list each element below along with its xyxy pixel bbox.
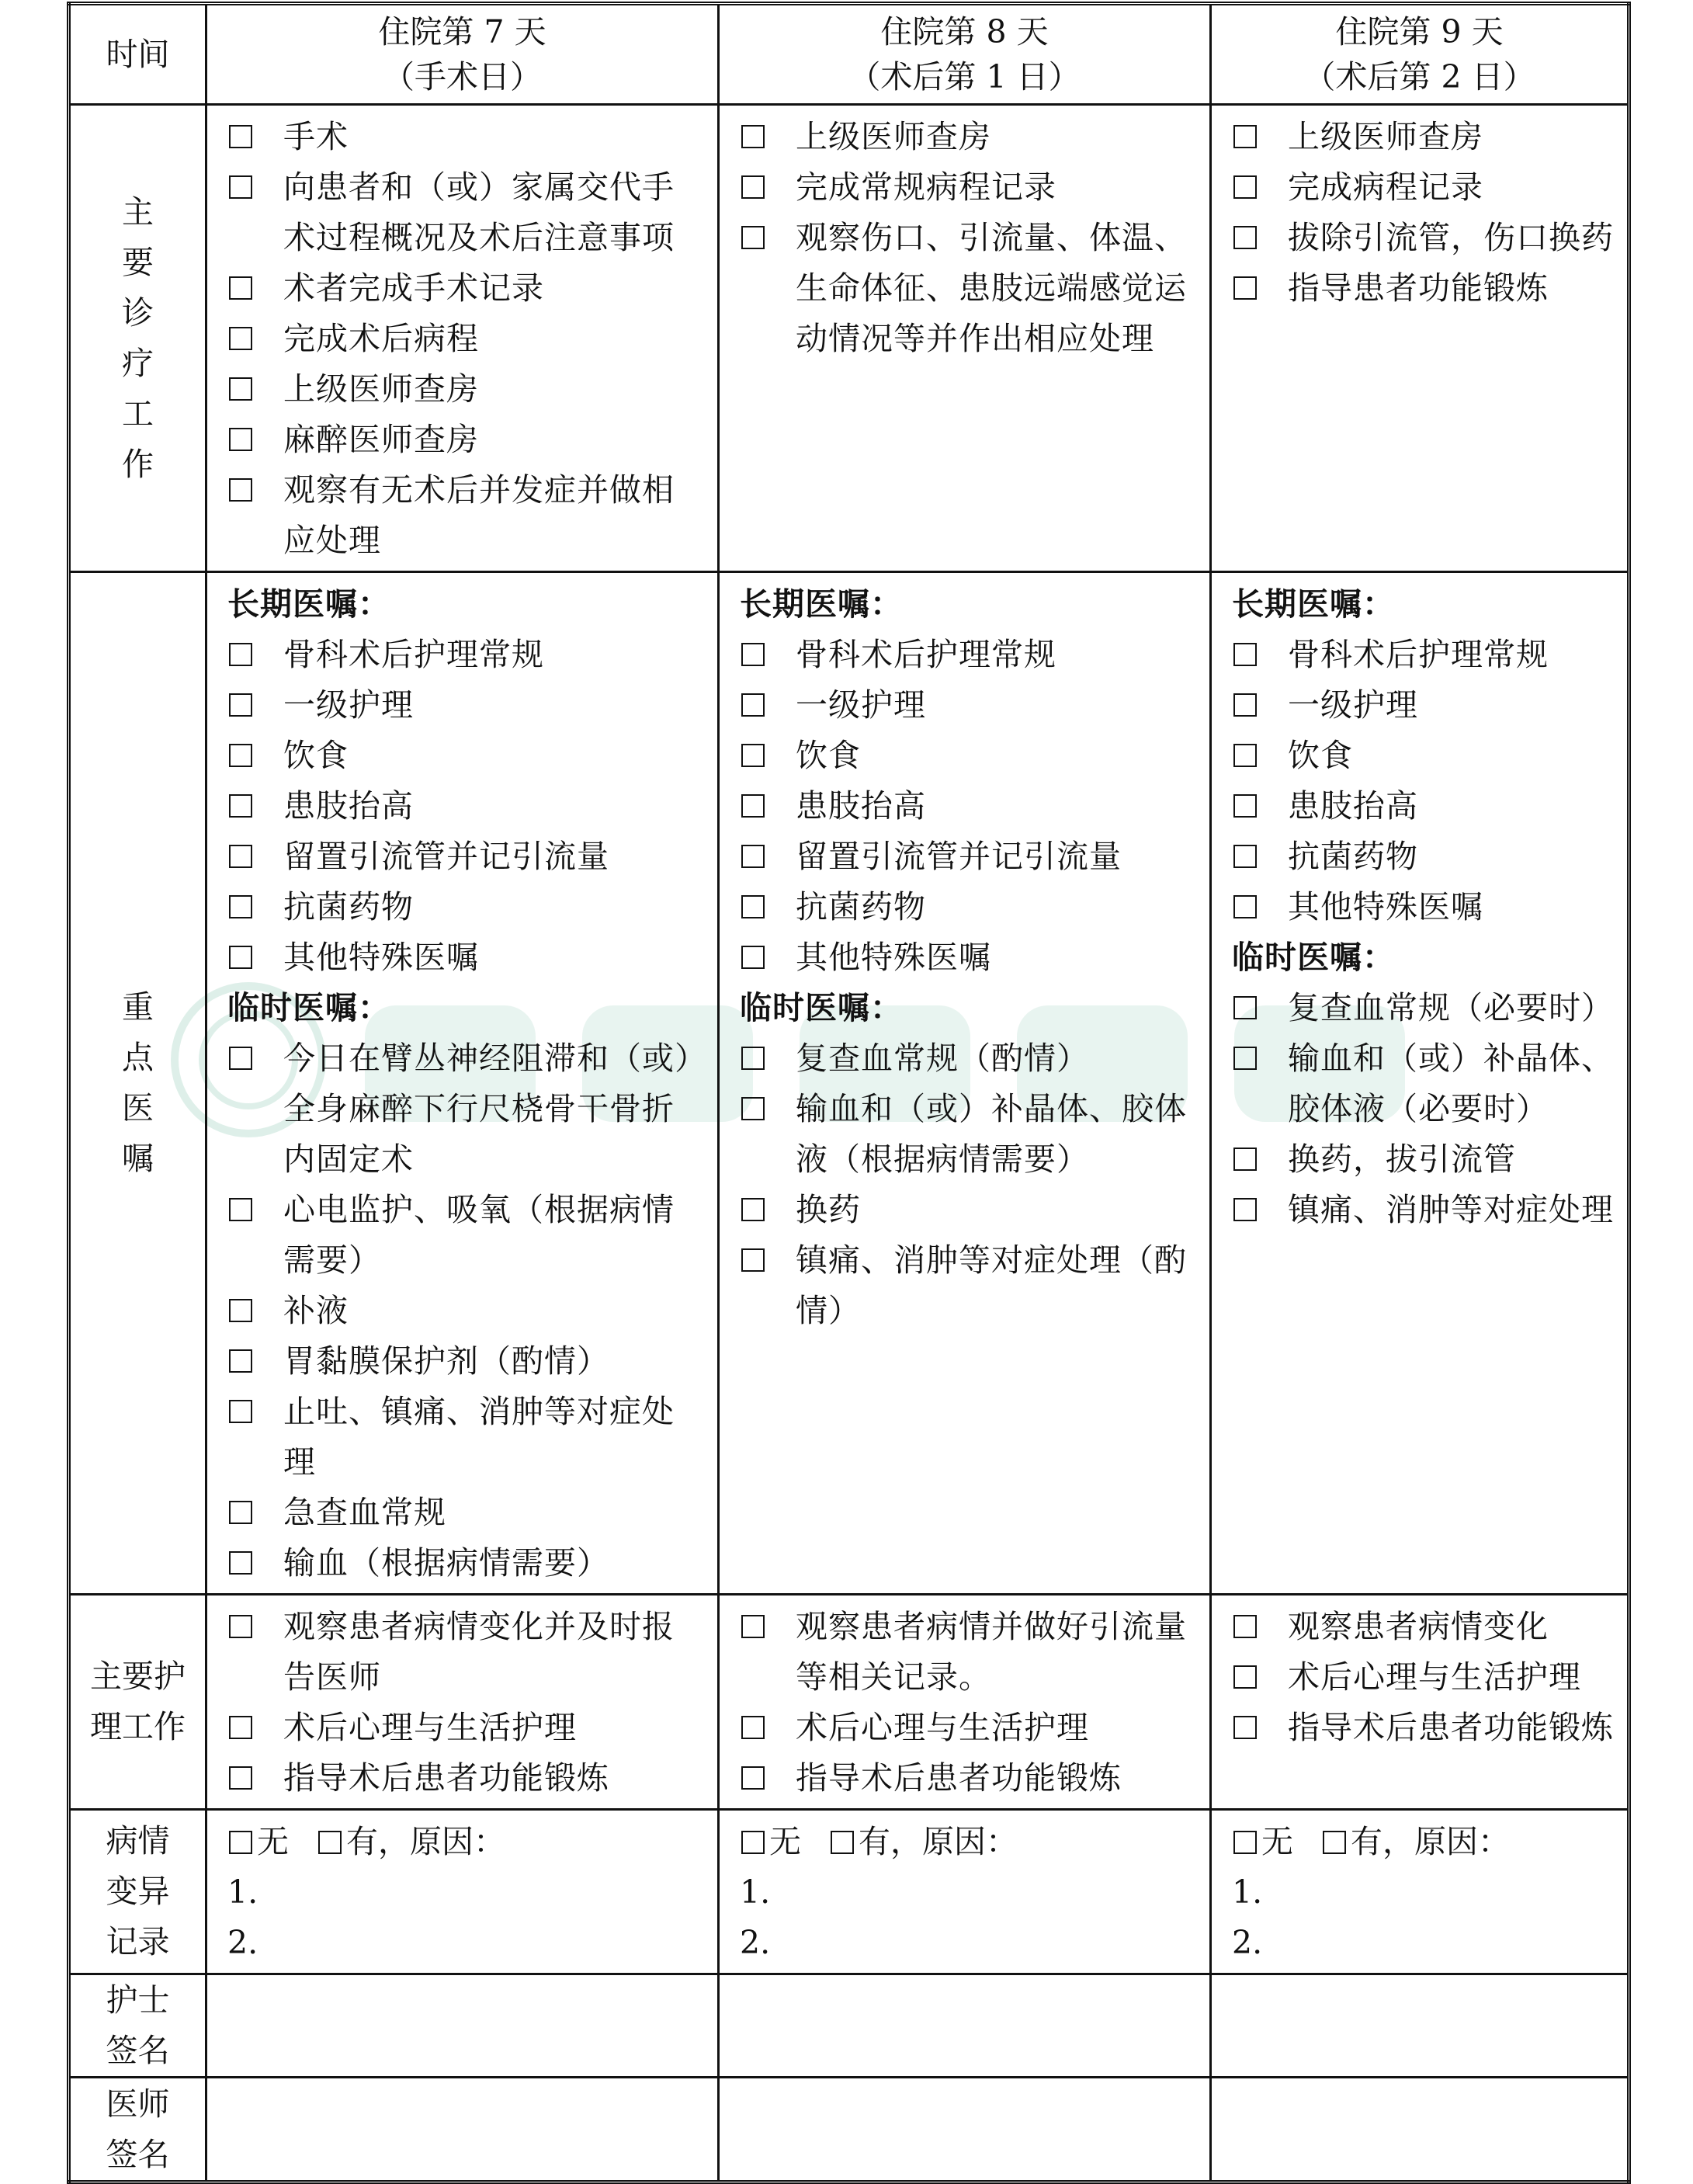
clinical-pathway-table [67, 2, 1631, 2184]
checkbox[interactable] [1233, 1716, 1257, 1739]
checkbox[interactable] [229, 1615, 252, 1638]
checkbox[interactable] [229, 1400, 252, 1423]
checklist-item-text: 镇痛、消肿等对症处理（酌情） [796, 1241, 1187, 1329]
checklist-item [1229, 882, 1616, 932]
checklist-item-text: 心电监护、吸氧（根据病情需要） [283, 1191, 675, 1279]
variation-yes-checkbox[interactable] [318, 1831, 342, 1854]
checkbox[interactable] [741, 125, 765, 148]
variation-none-checkbox[interactable] [229, 1831, 252, 1854]
checkbox[interactable] [741, 744, 765, 767]
checklist-item [224, 465, 706, 566]
checklist-item [737, 1602, 1199, 1703]
orders-day9-cell [1211, 572, 1629, 1595]
checklist-item [224, 314, 706, 364]
checklist-item-text: 留置引流管并记引流量 [796, 838, 1122, 875]
checklist-item-text: 完成常规病程记录 [796, 168, 1056, 206]
variation-yes-checkbox[interactable] [831, 1831, 854, 1854]
checkbox[interactable] [229, 1299, 252, 1322]
variation-reason-line[interactable]: 1. [227, 1873, 258, 1911]
checklist-item [737, 680, 1199, 731]
checklist-item [737, 213, 1199, 364]
orders-day7-cell [206, 572, 719, 1595]
long-term-orders-heading: 长期医嘱： [1232, 585, 1395, 623]
checklist-item [737, 731, 1199, 781]
checklist-item-text: 上级医师查房 [796, 118, 991, 155]
variation-reason-line[interactable]: 1. [1232, 1873, 1263, 1911]
checkbox[interactable] [1233, 794, 1257, 818]
checklist-item [224, 1538, 706, 1589]
checklist-item [737, 630, 1199, 680]
checkbox[interactable] [229, 327, 252, 350]
checkbox[interactable] [229, 1047, 252, 1070]
checklist-item [737, 1185, 1199, 1235]
checklist-item-text: 麻醉医师查房 [283, 421, 479, 458]
checklist-item [224, 731, 706, 781]
nursing-day9-cell [1211, 1595, 1629, 1810]
checklist-item [224, 781, 706, 832]
variation-yes-label: 有，原因： [859, 1823, 1018, 1860]
nursing-day7-cell [206, 1595, 719, 1810]
checklist-item-text: 完成术后病程 [283, 320, 479, 357]
nurse-sign-row [69, 1974, 1629, 2078]
checklist-item-text: 输血（根据病情需要） [283, 1544, 609, 1582]
checklist-item [737, 1033, 1199, 1084]
doctor-sign-day9[interactable] [1211, 2078, 1629, 2182]
checklist-item-text: 急查血常规 [283, 1494, 446, 1531]
variation-options [224, 1817, 706, 1867]
checkbox[interactable] [741, 1198, 765, 1221]
checklist-item [224, 1703, 706, 1753]
checklist-item [224, 1185, 706, 1286]
checklist-item-text: 抗菌药物 [283, 888, 414, 925]
orders-label: 重点医嘱 [69, 572, 206, 1595]
checkbox[interactable] [741, 946, 765, 969]
checklist-item-text: 抗菌药物 [796, 888, 926, 925]
diagnosis-day9-cell [1211, 105, 1629, 572]
temporary-orders-heading: 临时医嘱： [227, 989, 390, 1026]
checklist-item [224, 882, 706, 932]
checklist-item-text: 换药，拔引流管 [1288, 1141, 1516, 1178]
checklist-item-text: 术后心理与生活护理 [1288, 1658, 1581, 1696]
checklist-item-text: 观察患者病情变化并及时报告医师 [283, 1608, 675, 1696]
checklist-item-text: 观察患者病情变化 [1288, 1608, 1549, 1645]
checkbox[interactable] [229, 1349, 252, 1373]
nursing-day8-cell [719, 1595, 1211, 1810]
checkbox[interactable] [229, 693, 252, 717]
checkbox[interactable] [229, 845, 252, 868]
checklist-item [737, 882, 1199, 932]
checklist-item-text: 其他特殊医嘱 [796, 939, 991, 976]
checklist-item-text: 留置引流管并记引流量 [283, 838, 609, 875]
checkbox[interactable] [1233, 1148, 1257, 1171]
checklist-item-text: 胃黏膜保护剂（酌情） [283, 1342, 609, 1380]
checklist-item-text: 观察伤口、引流量、体温、生命体征、患肢远端感觉运动情况等并作出相应处理 [796, 219, 1187, 357]
variation-day8-cell [719, 1810, 1211, 1974]
checklist-item-text: 止吐、镇痛、消肿等对症处理 [283, 1393, 675, 1481]
checklist-item-text: 饮食 [796, 737, 861, 774]
checklist-item [1229, 1185, 1616, 1235]
checkbox[interactable] [1233, 1047, 1257, 1070]
checklist-item [1229, 1703, 1616, 1753]
checklist-item-text: 饮食 [283, 737, 349, 774]
checkbox[interactable] [229, 1501, 252, 1524]
checkbox[interactable] [229, 1551, 252, 1575]
checklist-item-text: 一级护理 [283, 686, 414, 724]
checklist-item [1229, 781, 1616, 832]
doctor-sign-label: 医师签名 [69, 2078, 206, 2182]
checkbox[interactable] [741, 845, 765, 868]
checkbox[interactable] [229, 1198, 252, 1221]
checkbox[interactable] [741, 643, 765, 666]
checkbox[interactable] [741, 175, 765, 199]
checklist-item-text: 镇痛、消肿等对症处理 [1288, 1191, 1614, 1228]
checklist-item [1229, 1134, 1616, 1185]
checklist-item-text: 其他特殊医嘱 [1288, 888, 1483, 925]
checklist-item-text: 观察患者病情并做好引流量等相关记录。 [796, 1608, 1187, 1696]
checklist-item-text: 换药 [796, 1191, 861, 1228]
checklist-item [224, 112, 706, 162]
checkbox[interactable] [229, 1716, 252, 1739]
checklist-item [224, 1286, 706, 1336]
checklist-item [224, 263, 706, 314]
long-term-orders-heading: 长期医嘱： [740, 585, 903, 623]
checkbox[interactable] [1233, 996, 1257, 1019]
checklist-item-text: 观察有无术后并发症并做相应处理 [283, 471, 675, 559]
checklist-item [1229, 112, 1616, 162]
variation-none-checkbox[interactable] [1233, 1831, 1257, 1854]
checklist-item-text: 复查血常规（酌情） [796, 1040, 1089, 1077]
temporary-orders-heading: 临时医嘱： [740, 989, 903, 1026]
checkbox[interactable] [1233, 693, 1257, 717]
checkbox[interactable] [1233, 895, 1257, 918]
checkbox[interactable] [741, 1716, 765, 1739]
checklist-item [224, 1387, 706, 1488]
diagnosis-day8-cell [719, 105, 1211, 572]
checkbox[interactable] [741, 1248, 765, 1272]
checkbox[interactable] [229, 478, 252, 502]
checkbox[interactable] [229, 1766, 252, 1790]
checklist-item-text: 骨科术后护理常规 [1288, 636, 1549, 673]
checkbox[interactable] [1233, 276, 1257, 300]
checklist-item [1229, 832, 1616, 882]
checklist-item-text: 复查血常规（必要时） [1288, 989, 1614, 1026]
checkbox[interactable] [741, 1615, 765, 1638]
checklist-item-text: 指导患者功能锻炼 [1288, 269, 1549, 307]
variation-day9-cell [1211, 1810, 1629, 1974]
checklist-item [224, 162, 706, 263]
checklist-item [737, 112, 1199, 162]
checklist-item-text: 输血和（或）补晶体、胶体液（必要时） [1288, 1040, 1614, 1127]
checklist-item [1229, 680, 1616, 731]
checkbox[interactable] [741, 1097, 765, 1120]
checklist-item [737, 1753, 1199, 1804]
checklist-item [224, 1336, 706, 1387]
nurse-sign-day8[interactable] [719, 1974, 1211, 2078]
temporary-orders-heading: 临时医嘱： [1232, 939, 1395, 976]
checklist-item-text: 指导术后患者功能锻炼 [1288, 1709, 1614, 1746]
checklist-item-text: 一级护理 [796, 686, 926, 724]
checklist-item-text: 上级医师查房 [1288, 118, 1483, 155]
checklist-item-text: 抗菌药物 [1288, 838, 1418, 875]
checkbox[interactable] [1233, 125, 1257, 148]
variation-options [737, 1817, 1199, 1867]
checkbox[interactable] [1233, 1665, 1257, 1689]
checklist-item [737, 932, 1199, 983]
variation-options [1229, 1817, 1616, 1867]
checklist-item [224, 1602, 706, 1703]
checklist-item-text: 补液 [283, 1292, 349, 1329]
checklist-item [224, 932, 706, 983]
checklist-item [224, 364, 706, 415]
checklist-item-text: 骨科术后护理常规 [283, 636, 544, 673]
checklist-item [737, 1235, 1199, 1336]
checklist-item [224, 1033, 706, 1185]
checkbox[interactable] [741, 1766, 765, 1790]
checkbox[interactable] [1233, 1198, 1257, 1221]
checklist-item [224, 832, 706, 882]
checklist-item-text: 骨科术后护理常规 [796, 636, 1056, 673]
checklist-item [1229, 1602, 1616, 1652]
checkbox[interactable] [1233, 226, 1257, 249]
day7-header: 住院第 7 天 （手术日） [206, 4, 719, 105]
checkbox[interactable] [229, 946, 252, 969]
variation-reason-line[interactable]: 2. [740, 1924, 771, 1961]
checkbox[interactable] [1233, 175, 1257, 199]
day8-header: 住院第 8 天 （术后第 1 日） [719, 4, 1211, 105]
checklist-item-text: 输血和（或）补晶体、胶体液（根据病情需要） [796, 1090, 1187, 1178]
checklist-item-text: 完成病程记录 [1288, 168, 1483, 206]
checklist-item-text: 上级医师查房 [283, 370, 479, 408]
checkbox[interactable] [741, 226, 765, 249]
checklist-item-text: 拔除引流管，伤口换药 [1288, 219, 1614, 256]
variation-none-label: 无 [1261, 1823, 1293, 1860]
checkbox[interactable] [229, 276, 252, 300]
header-row [69, 4, 1629, 105]
checklist-item-text: 一级护理 [1288, 686, 1418, 724]
variation-yes-label: 有，原因： [346, 1823, 505, 1860]
checklist-item-text: 指导术后患者功能锻炼 [283, 1759, 609, 1797]
checklist-item [1229, 1652, 1616, 1703]
checkbox[interactable] [741, 895, 765, 918]
checklist-item [737, 162, 1199, 213]
checkbox[interactable] [229, 744, 252, 767]
checklist-item-text: 术后心理与生活护理 [796, 1709, 1089, 1746]
checklist-item [1229, 630, 1616, 680]
checklist-item-text: 患肢抬高 [283, 787, 414, 825]
checkbox[interactable] [741, 1047, 765, 1070]
checklist-item-text: 患肢抬高 [1288, 787, 1418, 825]
checklist-item-text: 手术 [283, 118, 349, 155]
diagnosis-label: 主要诊疗工作 [69, 105, 206, 572]
checkbox[interactable] [229, 377, 252, 401]
checklist-item-text: 其他特殊医嘱 [283, 939, 479, 976]
checklist-item [737, 1703, 1199, 1753]
orders-day8-cell [719, 572, 1211, 1595]
variation-reason-line[interactable]: 1. [740, 1873, 771, 1911]
checkbox[interactable] [1233, 1615, 1257, 1638]
checklist-item [1229, 263, 1616, 314]
doctor-sign-day8[interactable] [719, 2078, 1211, 2182]
checklist-item [224, 1753, 706, 1804]
checkbox[interactable] [229, 125, 252, 148]
diagnosis-day7-cell [206, 105, 719, 572]
checklist-item [737, 781, 1199, 832]
checklist-item-text: 饮食 [1288, 737, 1353, 774]
long-term-orders-heading: 长期医嘱： [227, 585, 390, 623]
checkbox[interactable] [229, 895, 252, 918]
checklist-item [1229, 162, 1616, 213]
variation-yes-checkbox[interactable] [1323, 1831, 1346, 1854]
checklist-item-text: 今日在臂丛神经阻滞和（或）全身麻醉下行尺桡骨干骨折内固定术 [283, 1040, 692, 1178]
nurse-sign-day7[interactable] [206, 1974, 719, 2078]
checkbox[interactable] [229, 643, 252, 666]
variation-none-label: 无 [769, 1823, 801, 1860]
checklist-item [1229, 213, 1616, 263]
variation-row [69, 1810, 1629, 1974]
checkbox[interactable] [741, 794, 765, 818]
doctor-sign-day7[interactable] [206, 2078, 719, 2182]
checklist-item [1229, 1033, 1616, 1134]
checklist-item-text: 术者完成手术记录 [283, 269, 544, 307]
checklist-item [224, 1488, 706, 1538]
nursing-label: 主要护 理工作 [69, 1595, 206, 1810]
variation-day7-cell [206, 1810, 719, 1974]
variation-reason-line[interactable]: 2. [1232, 1924, 1263, 1961]
checklist-item [737, 1084, 1199, 1185]
nursing-row [69, 1595, 1629, 1810]
checkbox[interactable] [229, 794, 252, 818]
checklist-item-text: 术后心理与生活护理 [283, 1709, 577, 1746]
variation-yes-label: 有，原因： [1351, 1823, 1510, 1860]
checklist-item [1229, 731, 1616, 781]
checklist-item [1229, 983, 1616, 1033]
checkbox[interactable] [741, 693, 765, 717]
checklist-item [224, 415, 706, 465]
checklist-item [737, 832, 1199, 882]
nurse-sign-label: 护士签名 [69, 1974, 206, 2078]
checkbox[interactable] [1233, 845, 1257, 868]
checklist-item-text: 指导术后患者功能锻炼 [796, 1759, 1122, 1797]
orders-row [69, 572, 1629, 1595]
variation-none-label: 无 [257, 1823, 289, 1860]
nurse-sign-day9[interactable] [1211, 1974, 1629, 2078]
checklist-item-text: 患肢抬高 [796, 787, 926, 825]
checklist-item-text: 向患者和（或）家属交代手术过程概况及术后注意事项 [283, 168, 675, 256]
checkbox[interactable] [229, 428, 252, 451]
checklist-item [224, 630, 706, 680]
variation-none-checkbox[interactable] [741, 1831, 765, 1854]
variation-label: 病情变异记录 [69, 1810, 206, 1974]
checklist-item [224, 680, 706, 731]
checkbox[interactable] [1233, 744, 1257, 767]
checkbox[interactable] [229, 175, 252, 199]
checkbox[interactable] [1233, 643, 1257, 666]
diagnosis-row [69, 105, 1629, 572]
doctor-sign-row [69, 2078, 1629, 2182]
variation-reason-line[interactable]: 2. [227, 1924, 258, 1961]
time-header: 时间 [69, 4, 206, 105]
day9-header: 住院第 9 天 （术后第 2 日） [1211, 4, 1629, 105]
